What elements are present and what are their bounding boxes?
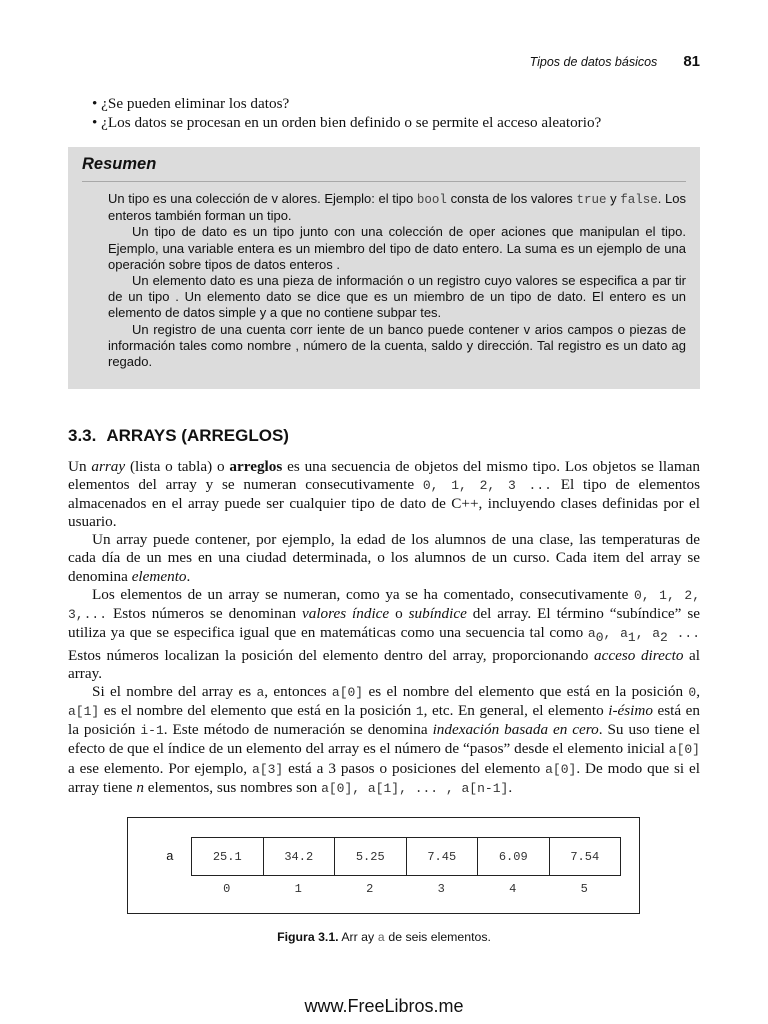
array-index: 3 (437, 882, 445, 896)
inline-code: false (620, 193, 658, 207)
array-index: 4 (509, 882, 517, 896)
figure-caption: Figura 3.1. Arr ay a de seis elementos. (277, 930, 491, 945)
inline-code: 0, 1, 2, 3,... (68, 587, 701, 622)
array-cell: 25.1 (192, 838, 264, 875)
array-figure (127, 817, 640, 914)
bullet-item: • ¿Se pueden eliminar los datos? (92, 95, 290, 112)
bullet-text: ¿Los datos se procesan en un orden bien definido o se permite el acceso aleatorio? (101, 114, 602, 131)
bullet-text: ¿Se pueden eliminar los datos? (101, 95, 290, 112)
inline-code: true (576, 193, 607, 207)
array-cell: 34.2 (264, 838, 336, 875)
page-number: 81 (683, 53, 700, 70)
array-index: 0 (223, 882, 231, 896)
body-paragraph: Un array puede contener, por ejemplo, la edad de los alumnos de una clase, las temperaturas de cada día de un mes en una ciudad determinada, o los alumnos de un curso. Cada item del array se denomina elemento. (68, 531, 700, 585)
array-cell: 7.54 (570, 849, 600, 864)
summary-heading: Resumen (82, 155, 157, 173)
bullet-item: • ¿Los datos se procesan en un orden bien definido o se permite el acceso aleatorio? (92, 114, 602, 131)
array-cells (191, 837, 621, 876)
summary-divider (82, 181, 686, 182)
array-name-label: a (166, 849, 174, 864)
bullet-list (92, 94, 601, 132)
array-index: 1 (294, 882, 302, 896)
section-number: 3.3. (68, 426, 97, 445)
array-cell: 7.45 (407, 838, 479, 875)
body-paragraph: Los elementos de un array se numeran, como ya se ha comentado, consecutivamente 0, 1, 2, 3,... Estos números se denominan valores índice o subíndice del array. El término “subíndice” se utiliza ya que se especifica igual que en matemáticas como una secuencia tal como $a_0$, $a_1$, $a_2$ ... Estos números localizan la posición del elemento dentro del array, proporcionando acceso directo al array. (68, 585, 701, 683)
body-paragraph: Un array (lista o tabla) o arreglos es una secuencia de objetos del mismo tipo. Los objetos se llaman elementos del array y se numeran consecutivamente 0, 1, 2, 3 ... El tipo de elementos almacenados en el array puede ser cualquier tipo de dato de C++, incluyendo clases definidas por el usuario. (68, 458, 701, 531)
inline-code: bool (416, 193, 447, 207)
summary-box (68, 147, 700, 389)
inline-code: 0, 1, 2, 3 ... (422, 478, 552, 494)
summary-body (108, 191, 686, 370)
caption-label: Figura 3.1. (277, 930, 339, 944)
body-paragraph: Si el nombre del array es a, entonces a[0] es el nombre del elemento que está en la posición 0, a[1] es el nombre del elemento que está en la posición 1, etc. En general, el elemento i-ésimo está en la posición i-1. Este método de numeración se denomina indexación basada en cero. Su uso tiene el efecto de que el índice de un elemento del array es el número de “pasos” desde el elemento inicial a[0] a ese elemento. Por ejemplo, a[3] está a 3 pasos o posiciones del elemento a[0]. De modo que si el array tiene n elementos, sus nombres son a[0], a[1], ... , a[n-1]. (68, 683, 701, 796)
array-cell: 6.09 (478, 838, 550, 875)
array-index: 2 (366, 882, 374, 896)
inline-code: a (377, 931, 385, 945)
running-head (530, 53, 700, 70)
summary-paragraph: Un registro de una cuenta corr iente de un banco puede contener v arios campos o piezas de información tales como nombre , número de la cuenta, saldo y dirección. Tal registro es un dato ag regado. (108, 321, 686, 370)
footer-site: www.FreeLibros.me (304, 996, 464, 1016)
body-text (68, 458, 700, 798)
array-index: 5 (580, 882, 588, 896)
summary-paragraph: Un elemento dato es una pieza de información o un registro cuyo valores se especifica a par tir de un tipo . Un elemento dato se dice que es un miembro de un tipo de dato. El entero es un elemento de datos simple y a que no contiene subpar tes. (108, 273, 686, 321)
running-title: Tipos de datos básicos (529, 55, 658, 69)
summary-paragraph: Un tipo es una colección de v alores. Ejemplo: el tipo bool consta de los valores true y false. Los enteros también forman un tipo. (108, 191, 686, 224)
section-title: ARRAYS (ARREGLOS) (106, 426, 289, 445)
array-cell: 5.25 (335, 838, 407, 875)
section-heading (68, 426, 289, 446)
summary-paragraph: Un tipo de dato es un tipo junto con una colección de oper aciones que manipulan el tipo. Ejemplo, una variable entera es un miembro del tipo de dato entero. La suma es un ejemplo de una operación sobre tipos de datos enteros . (108, 224, 686, 272)
array-indices (191, 882, 620, 896)
